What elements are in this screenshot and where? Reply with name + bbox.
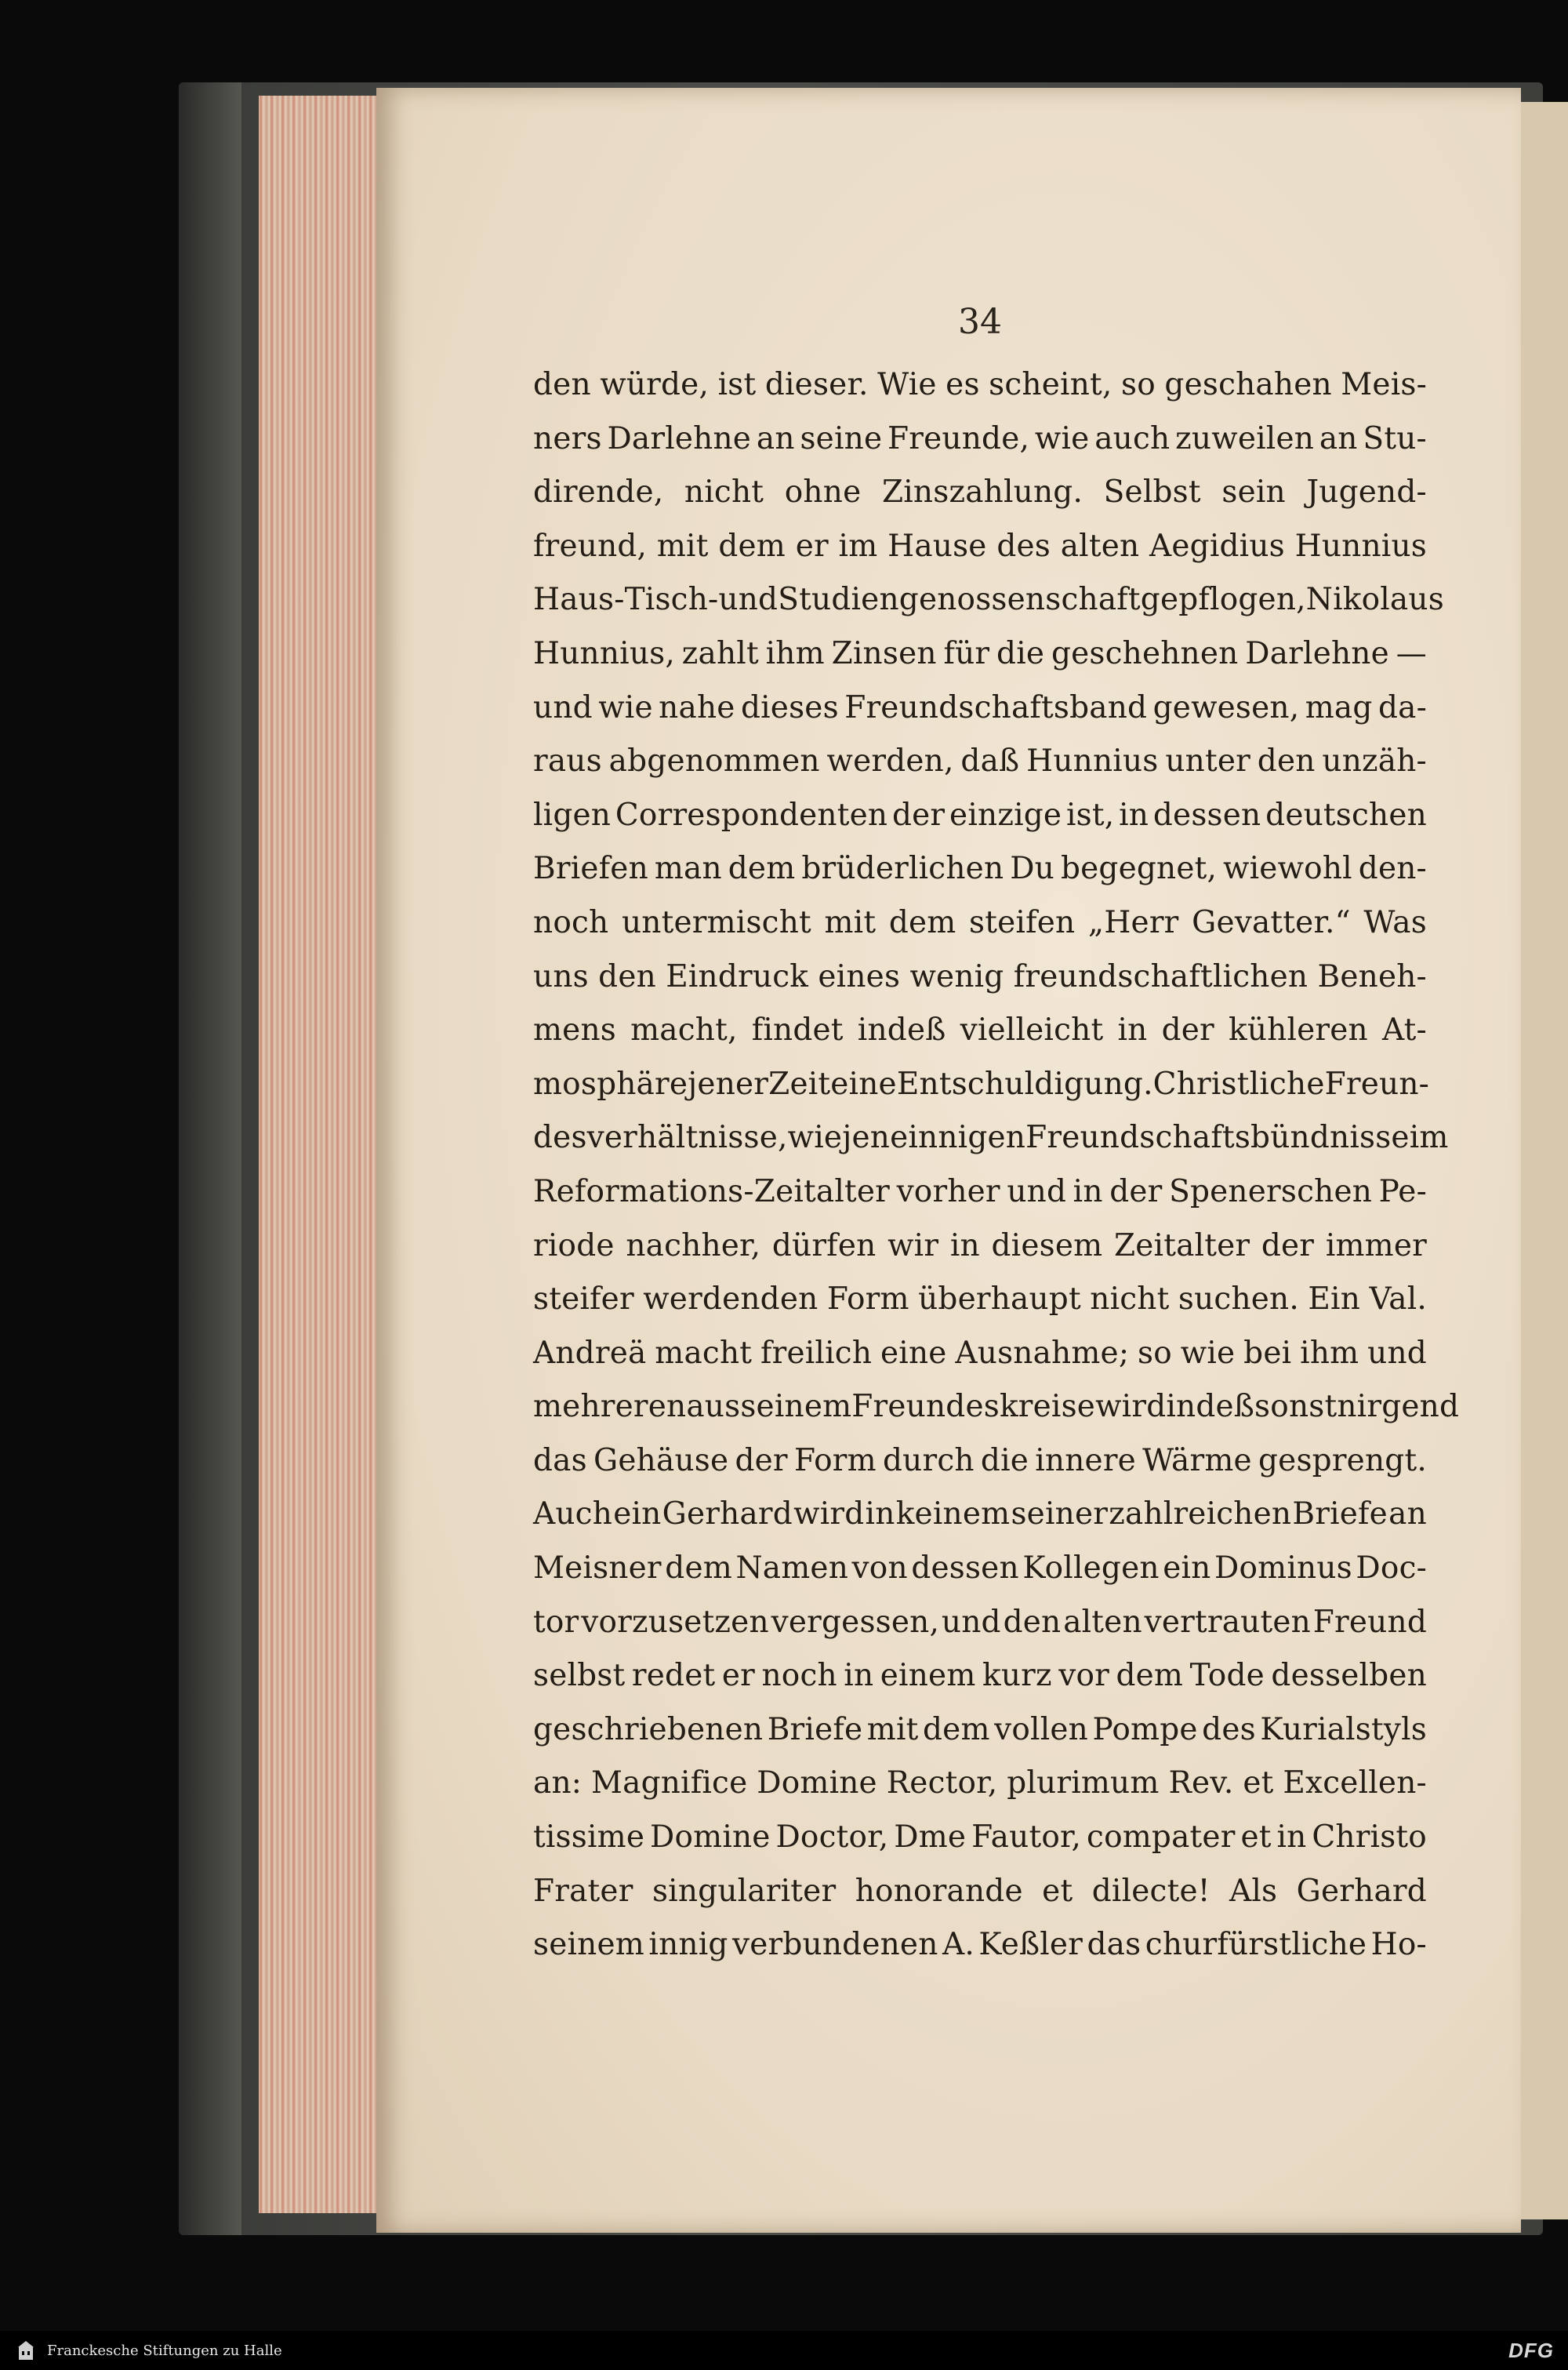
- word: Wie: [877, 367, 937, 402]
- word: Briefen: [533, 851, 648, 887]
- word: die: [996, 635, 1045, 671]
- word: würde,: [600, 367, 710, 402]
- facing-page-edge: [1521, 102, 1568, 2219]
- word: einem: [880, 1658, 976, 1694]
- word: Nikolaus: [1305, 582, 1444, 618]
- word: Pe-: [1378, 1173, 1427, 1209]
- word: Doctor,: [775, 1819, 889, 1856]
- word: mag: [1305, 689, 1373, 725]
- word: und: [718, 582, 779, 618]
- word: nirgend: [1337, 1389, 1460, 1425]
- word: und: [533, 689, 593, 725]
- word: die: [980, 1442, 1029, 1478]
- word: Als: [1229, 1873, 1278, 1909]
- word: seinem: [533, 1927, 644, 1963]
- word: wie: [787, 1120, 843, 1156]
- word: mens: [533, 1012, 616, 1049]
- word: und: [1367, 1335, 1427, 1371]
- word: Ho-: [1370, 1927, 1427, 1963]
- word: Briefe: [1292, 1496, 1388, 1532]
- word: Excellen-: [1283, 1765, 1427, 1801]
- word: aus: [686, 1389, 741, 1425]
- text-line: [533, 1281, 1427, 1336]
- word: macht: [655, 1335, 753, 1371]
- word: freund,: [533, 528, 648, 564]
- word: innere: [1035, 1442, 1136, 1478]
- text-line: [533, 636, 1427, 690]
- word: Gerhard: [662, 1496, 793, 1532]
- text-line: [533, 1496, 1427, 1550]
- word: wie: [1034, 420, 1090, 456]
- text-line: [533, 1605, 1427, 1659]
- word: Gehäuse: [593, 1442, 729, 1478]
- word: dem: [665, 1550, 732, 1587]
- word: Eindruck: [666, 958, 809, 994]
- word: innigen: [908, 1120, 1026, 1156]
- word: Meis-: [1341, 367, 1427, 402]
- word: Auch: [533, 1496, 613, 1532]
- word: wird: [793, 1496, 865, 1532]
- text-line: [533, 959, 1427, 1013]
- word: der: [1161, 1012, 1214, 1049]
- text-line: [533, 1066, 1430, 1121]
- word: im: [838, 528, 878, 564]
- word: deutschen: [1265, 797, 1427, 833]
- word: A.: [942, 1927, 975, 1963]
- word: freundschaftlichen: [1013, 958, 1308, 994]
- word: Christliche: [1152, 1066, 1325, 1102]
- word: den: [1003, 1604, 1062, 1640]
- word: Magnifice: [590, 1765, 748, 1801]
- word: in: [949, 1227, 980, 1263]
- word: steifer: [533, 1281, 634, 1318]
- word: Form: [793, 1442, 877, 1478]
- word: alten: [1060, 528, 1140, 564]
- word: tissime: [533, 1819, 645, 1856]
- word: ein: [613, 1496, 662, 1532]
- word: alten: [1063, 1604, 1142, 1640]
- word: ihm: [765, 635, 825, 671]
- word: desverhältnisse,: [533, 1120, 788, 1156]
- page-text: [533, 367, 1460, 1981]
- text-line: [533, 1712, 1427, 1766]
- word: bei: [1243, 1335, 1292, 1371]
- word: uns: [533, 958, 589, 994]
- text-line: [533, 905, 1427, 959]
- word: Andreä: [533, 1335, 647, 1371]
- word: Freundschaftsband: [844, 689, 1148, 725]
- word: raus: [533, 743, 602, 780]
- word: das: [533, 1442, 587, 1478]
- word: Kollegen: [1022, 1550, 1160, 1587]
- word: Darlehne: [607, 420, 752, 456]
- text-line: [533, 421, 1427, 475]
- word: immer: [1325, 1227, 1427, 1263]
- word: Zinszahlung.: [881, 474, 1083, 511]
- word: wir: [887, 1227, 939, 1263]
- word: Freunde,: [887, 420, 1030, 456]
- word: wie: [598, 689, 653, 725]
- word: kurz: [982, 1658, 1052, 1694]
- word: den: [533, 367, 591, 402]
- word: vollen: [994, 1711, 1088, 1747]
- word: steifen: [969, 904, 1076, 940]
- word: er: [721, 1658, 755, 1694]
- word: eines: [818, 958, 901, 994]
- word: Hunnius: [1026, 743, 1159, 780]
- word: mit: [824, 904, 877, 940]
- word: dieser.: [764, 367, 869, 402]
- text-line: [533, 1819, 1427, 1874]
- word: diesem: [991, 1227, 1103, 1263]
- word: seine: [800, 420, 883, 456]
- word: in: [844, 1658, 874, 1694]
- text-line: [533, 1927, 1427, 1981]
- word: Reformations-Zeitalter: [533, 1173, 891, 1209]
- word: Domine: [649, 1819, 771, 1856]
- word: mehreren: [533, 1389, 687, 1425]
- word: im: [1409, 1120, 1449, 1156]
- word: so: [1138, 1335, 1172, 1371]
- text-line: [533, 1120, 1449, 1174]
- word: noch: [761, 1658, 837, 1694]
- word: noch: [533, 904, 609, 940]
- word: Was: [1363, 904, 1427, 940]
- word: dem: [728, 851, 796, 887]
- word: jener: [688, 1066, 769, 1102]
- word: Darlehne: [1245, 635, 1389, 671]
- word: Pompe: [1092, 1711, 1198, 1747]
- word: werdenden: [643, 1281, 818, 1318]
- text-line: [533, 582, 1444, 636]
- word: wird: [1095, 1389, 1167, 1425]
- word: gesprengt.: [1258, 1442, 1427, 1478]
- word: dürfen: [771, 1227, 877, 1263]
- word: untermischt: [621, 904, 811, 940]
- word: begegnet,: [1060, 851, 1218, 887]
- word: Zeit: [768, 1066, 831, 1102]
- text-line: [533, 529, 1427, 583]
- word: Haus-: [533, 582, 625, 618]
- word: ligen: [533, 797, 612, 833]
- word: Domine: [757, 1765, 877, 1801]
- text-line: [533, 1874, 1427, 1928]
- word: dieses: [740, 689, 839, 725]
- word: dessen: [1152, 797, 1261, 833]
- word: „Herr: [1087, 904, 1179, 940]
- word: dem: [1116, 1658, 1184, 1694]
- word: Meisner: [533, 1550, 662, 1587]
- word: Freund: [1312, 1604, 1427, 1640]
- cover-spine-edge: [179, 82, 241, 2235]
- text-line: [533, 1443, 1427, 1497]
- word: geschriebenen: [533, 1711, 764, 1747]
- word: sein: [1221, 474, 1286, 511]
- text-line: [533, 1389, 1460, 1443]
- word: in: [1117, 1012, 1148, 1049]
- building-icon: [16, 2338, 36, 2363]
- word: überhaupt: [918, 1281, 1081, 1318]
- word: Stu-: [1363, 420, 1427, 456]
- word: dem: [888, 904, 956, 940]
- word: sonst: [1254, 1389, 1338, 1425]
- word: freilich: [760, 1335, 873, 1371]
- text-line: [533, 367, 1427, 421]
- word: Selbst: [1103, 474, 1201, 511]
- word: riode: [533, 1227, 615, 1263]
- word: wenig: [909, 958, 1004, 994]
- word: gepflogen,: [1140, 582, 1306, 618]
- word: Jugend-: [1306, 474, 1427, 511]
- word: Frater: [533, 1873, 633, 1909]
- word: At-: [1382, 1012, 1427, 1049]
- word: und: [941, 1604, 1001, 1640]
- word: Studiengenossenschaft: [778, 582, 1141, 618]
- word: gewesen,: [1152, 689, 1300, 725]
- word: einzige: [949, 797, 1062, 833]
- word: ist,: [1065, 797, 1115, 833]
- word: für: [943, 635, 990, 671]
- word: Hunnius,: [533, 635, 675, 671]
- word: ohne: [784, 474, 862, 511]
- word: Freundeskreise: [851, 1389, 1096, 1425]
- word: an:: [533, 1765, 583, 1801]
- page-number: 34: [958, 302, 1002, 342]
- word: ihm: [1300, 1335, 1359, 1371]
- word: so: [1121, 367, 1156, 402]
- word: nachher,: [626, 1227, 761, 1263]
- word: vertrauten: [1144, 1604, 1311, 1640]
- word: vor: [1058, 1658, 1109, 1694]
- word: der: [1109, 1173, 1163, 1209]
- word: Keßler: [978, 1927, 1083, 1963]
- word: auch: [1094, 420, 1171, 456]
- word: et: [1243, 1765, 1274, 1801]
- word: Hunnius: [1294, 528, 1427, 564]
- word: des: [996, 528, 1051, 564]
- word: das: [1087, 1927, 1142, 1963]
- text-line: [533, 1012, 1427, 1067]
- word: an: [756, 420, 795, 456]
- word: in: [1119, 797, 1149, 833]
- word: Freundschaftsbündnisse: [1025, 1120, 1410, 1156]
- word: Gerhard: [1296, 1873, 1427, 1909]
- text-line: [533, 851, 1427, 905]
- word: Freun-: [1324, 1066, 1430, 1102]
- word: seiner: [1011, 1496, 1109, 1532]
- word: Correspondenten: [615, 797, 888, 833]
- text-line: [533, 798, 1427, 852]
- word: tor: [533, 1604, 579, 1640]
- word: honorande: [855, 1873, 1023, 1909]
- text-line: [533, 1550, 1427, 1605]
- word: Spenerschen: [1169, 1173, 1373, 1209]
- text-line: [533, 743, 1427, 798]
- word: zahlt: [681, 635, 759, 671]
- text-line: [533, 1228, 1427, 1282]
- word: geschehnen: [1051, 635, 1239, 671]
- word: er: [795, 528, 829, 564]
- word: dessen: [911, 1550, 1019, 1587]
- word: man: [654, 851, 722, 887]
- word: suchen.: [1178, 1281, 1299, 1318]
- word: Dme: [894, 1819, 967, 1856]
- word: dilecte!: [1091, 1873, 1210, 1909]
- word: singulariter: [652, 1873, 837, 1909]
- word: Tode: [1189, 1658, 1265, 1694]
- word: ners: [533, 420, 602, 456]
- word: daß: [960, 743, 1020, 780]
- word: vielleicht: [960, 1012, 1104, 1049]
- word: geschahen: [1164, 367, 1332, 402]
- word: zuweilen: [1175, 420, 1315, 456]
- word: eine: [830, 1066, 897, 1102]
- word: Aegidius: [1149, 528, 1285, 564]
- word: des: [1202, 1711, 1256, 1747]
- word: Namen: [735, 1550, 849, 1587]
- word: Hause: [887, 528, 987, 564]
- institution-name: Franckesche Stiftungen zu Halle: [47, 2342, 282, 2359]
- word: plurimum: [1007, 1765, 1160, 1801]
- dfg-badge: DFG: [1508, 2339, 1554, 2362]
- word: unzäh-: [1322, 743, 1427, 780]
- word: —: [1396, 635, 1427, 671]
- word: werden,: [826, 743, 954, 780]
- word: macht,: [630, 1012, 738, 1049]
- word: mosphäre: [533, 1066, 688, 1102]
- word: an: [1388, 1496, 1427, 1532]
- word: Zeitalter: [1113, 1227, 1250, 1263]
- word: Rev.: [1168, 1765, 1234, 1801]
- word: Rector,: [886, 1765, 998, 1801]
- word: es: [946, 367, 980, 402]
- word: Kurialstyls: [1260, 1711, 1427, 1747]
- word: eine: [880, 1335, 947, 1371]
- text-line: [533, 1658, 1427, 1712]
- word: seinem: [740, 1389, 852, 1425]
- word: kühleren: [1229, 1012, 1368, 1049]
- word: dem: [923, 1711, 990, 1747]
- word: Doc-: [1356, 1550, 1427, 1587]
- word: von: [851, 1550, 908, 1587]
- text-line: [533, 690, 1427, 744]
- word: selbst: [533, 1658, 626, 1694]
- word: unter: [1165, 743, 1250, 780]
- word: keinem: [895, 1496, 1011, 1532]
- word: und: [1007, 1173, 1067, 1209]
- word: compater: [1087, 1819, 1236, 1856]
- word: mit: [656, 528, 709, 564]
- word: Entschuldigung.: [896, 1066, 1153, 1102]
- word: Dominus: [1214, 1550, 1352, 1587]
- word: in: [1073, 1173, 1103, 1209]
- word: mit: [866, 1711, 919, 1747]
- word: vorher: [896, 1173, 1000, 1209]
- word: vorzusetzen: [581, 1604, 769, 1640]
- word: nicht: [1090, 1281, 1170, 1318]
- word: et: [1042, 1873, 1073, 1909]
- word: zahlreichen: [1109, 1496, 1292, 1532]
- word: der: [891, 797, 946, 833]
- text-line: [533, 1765, 1427, 1819]
- word: in: [1276, 1819, 1307, 1856]
- word: Tisch-: [624, 582, 719, 618]
- text-line: [533, 474, 1427, 529]
- word: Form: [826, 1281, 909, 1318]
- word: indeß: [1166, 1389, 1255, 1425]
- viewer-footer: [0, 2331, 1568, 2370]
- word: der: [735, 1442, 788, 1478]
- word: der: [1261, 1227, 1315, 1263]
- word: Wärme: [1142, 1442, 1252, 1478]
- word: findet: [751, 1012, 844, 1049]
- word: Fautor,: [971, 1819, 1082, 1856]
- word: abgenommen: [608, 743, 820, 780]
- text-line: [533, 1336, 1427, 1390]
- word: et: [1240, 1819, 1272, 1856]
- word: brüderlichen: [801, 851, 1004, 887]
- word: nicht: [684, 474, 764, 511]
- word: churfürstliche: [1145, 1927, 1367, 1963]
- word: durch: [883, 1442, 975, 1478]
- word: Beneh-: [1317, 958, 1427, 994]
- text-line: [533, 1174, 1427, 1228]
- word: desselben: [1271, 1658, 1427, 1694]
- word: den: [598, 958, 656, 994]
- word: verbundenen: [732, 1927, 938, 1963]
- word: Ausnahme;: [955, 1335, 1130, 1371]
- word: ein: [1163, 1550, 1211, 1587]
- word: redet: [631, 1658, 716, 1694]
- word: jene: [842, 1120, 909, 1156]
- word: da-: [1377, 689, 1427, 725]
- word: wiewohl: [1223, 851, 1352, 887]
- word: Briefe: [767, 1711, 863, 1747]
- word: dirende,: [533, 474, 664, 511]
- word: Gevatter.“: [1192, 904, 1351, 940]
- word: indeß: [857, 1012, 946, 1049]
- word: vergessen,: [771, 1604, 940, 1640]
- word: Christo: [1312, 1819, 1427, 1856]
- word: wie: [1180, 1335, 1236, 1371]
- word: Val.: [1369, 1281, 1427, 1318]
- word: scheint,: [989, 367, 1112, 402]
- word: an: [1319, 420, 1358, 456]
- word: ist: [717, 367, 757, 402]
- word: nahe: [659, 689, 735, 725]
- word: Zinsen: [831, 635, 937, 671]
- word: Ein: [1308, 1281, 1361, 1318]
- word: dem: [718, 528, 786, 564]
- word: innig: [648, 1927, 728, 1963]
- word: Du: [1010, 851, 1055, 887]
- word: in: [865, 1496, 895, 1532]
- word: den-: [1358, 851, 1427, 887]
- word: den: [1257, 743, 1316, 780]
